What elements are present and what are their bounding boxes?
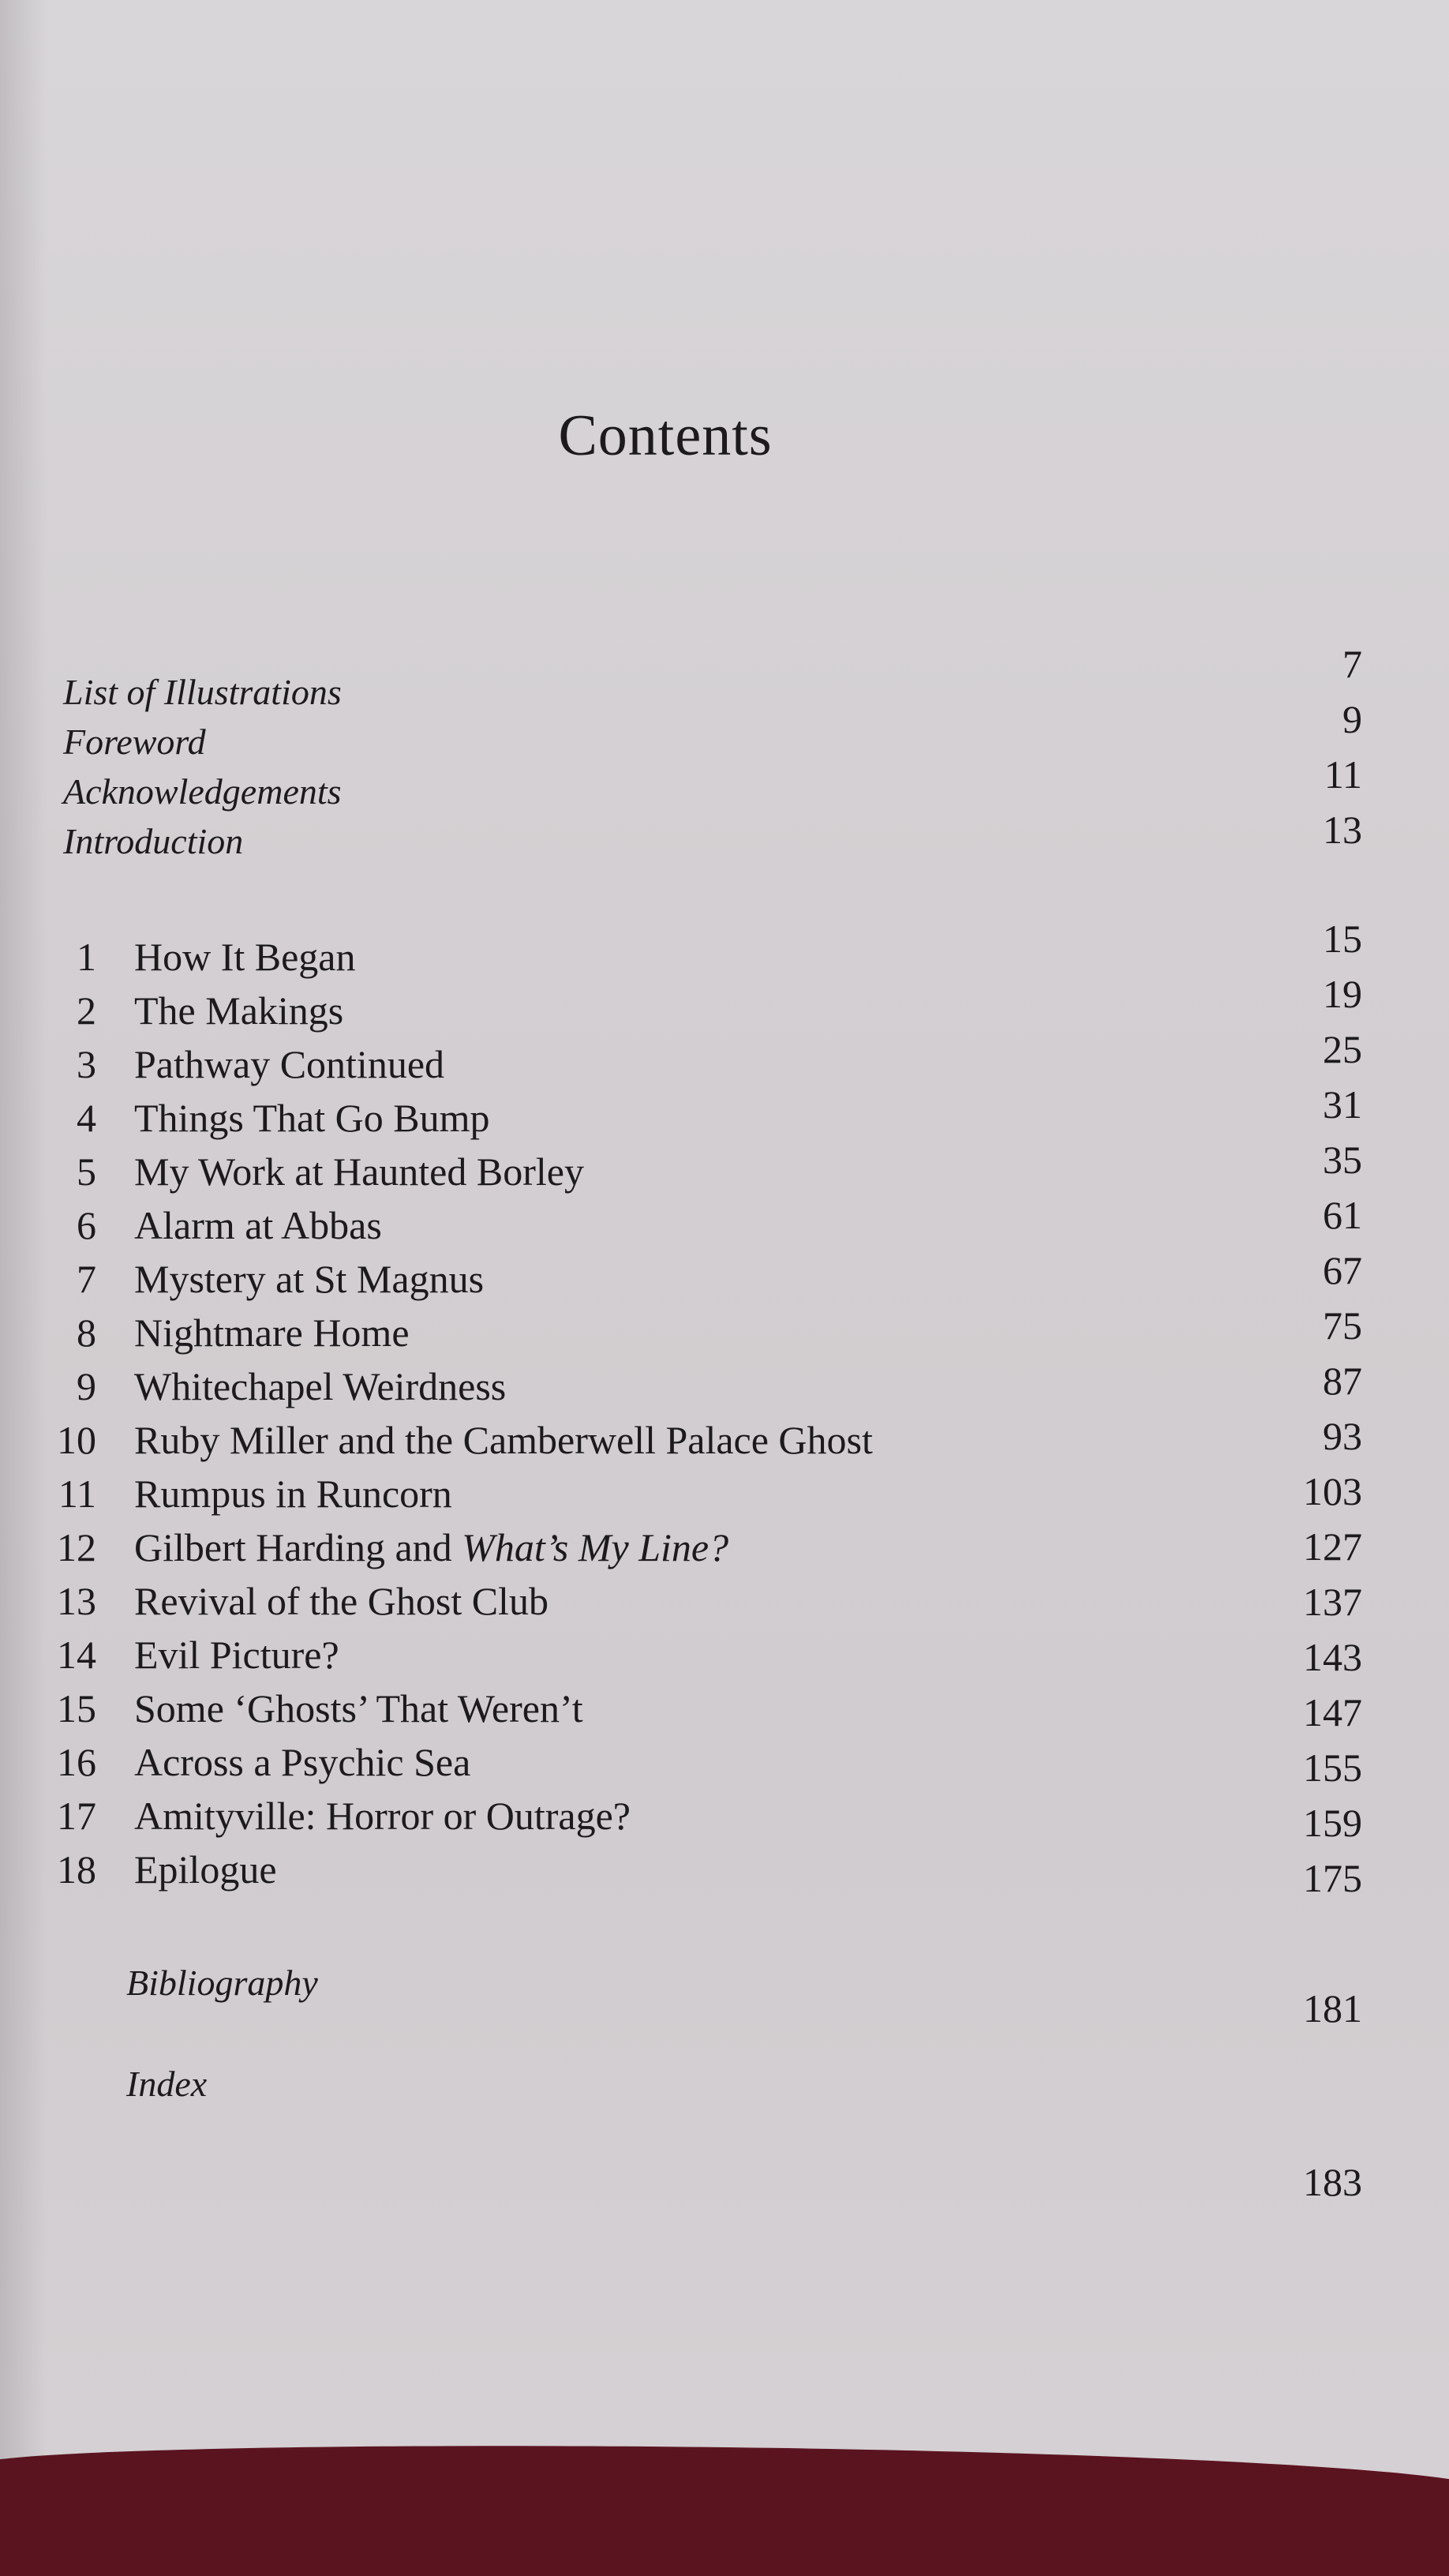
chapter-number: 1 [77,935,96,979]
chapter-number: 14 [57,1633,96,1677]
chapter-title [134,1149,584,1194]
chapter-item [47,1417,873,1471]
front-matter-item: Introduction [63,821,244,861]
chapter-number: 9 [77,1364,96,1408]
front-matter-page: 9 [1342,697,1362,741]
chapter-title-text: Ruby Miller and the Camberwell Palace Ghost [134,1418,873,1462]
chapter-title [134,1524,728,1570]
chapter-number: 10 [57,1418,96,1462]
chapter-item [47,1739,873,1793]
chapter-title-text: Mystery at St Magnus [134,1257,485,1301]
chapter-page: 103 [1303,1469,1362,1513]
page-shadow [0,0,47,2576]
bibliography-page-number: 181 [1303,1986,1362,2030]
chapter-title [134,1310,410,1355]
chapter-page: 175 [1303,1856,1362,1900]
chapter-item [47,1256,873,1310]
chapter-title-text: Nightmare Home [134,1310,410,1355]
chapter-item [47,1685,873,1739]
chapter-title-text: Revival of the Ghost Club [134,1579,549,1623]
front-matter-item: Acknowledgements [63,771,342,812]
chapter-page: 147 [1303,1690,1362,1734]
chapter-title-text: The Makings [134,988,344,1033]
front-matter-list [63,671,342,870]
chapter-title-text: Epilogue [134,1847,277,1892]
chapter-number: 4 [77,1096,96,1140]
chapter-title-text: Some ‘Ghosts’ That Weren’t [134,1686,583,1730]
chapter-title [134,1471,452,1517]
chapter-number: 7 [77,1257,96,1301]
chapter-item [47,1578,873,1632]
chapter-title [134,1578,549,1624]
chapter-number: 2 [77,988,96,1033]
chapter-item [47,1632,873,1685]
chapter-page: 143 [1303,1635,1362,1679]
chapter-title [134,934,356,980]
chapter-title-text: Rumpus in Runcorn [134,1472,452,1516]
front-matter-item: Foreword [63,722,206,762]
chapter-number: 5 [77,1149,96,1194]
front-matter-item: List of Illustrations [63,672,342,712]
chapter-page: 25 [1323,1027,1362,1071]
chapter-number: 13 [57,1579,96,1623]
chapter-title-text: Across a Psychic Sea [134,1740,471,1784]
chapter-title-text: Pathway Continued [134,1042,445,1086]
chapter-page: 127 [1303,1524,1362,1569]
chapter-page: 75 [1323,1303,1362,1348]
chapter-title [134,1632,339,1678]
chapter-title-text: My Work at Haunted Borley [134,1149,584,1194]
chapter-title [134,1363,506,1409]
chapter-number: 18 [57,1847,96,1892]
chapter-page: 61 [1323,1193,1362,1237]
page-title: Contents [558,403,773,468]
chapter-title-text: Whitechapel Weirdness [134,1364,507,1408]
chapter-page: 31 [1323,1082,1362,1127]
chapter-item [47,1793,873,1847]
chapter-item [47,1310,873,1363]
chapter-pages [1303,916,1362,1910]
chapter-item [47,1471,873,1524]
chapter-page: 67 [1323,1248,1362,1292]
front-matter-page: 13 [1323,808,1362,852]
chapter-item [47,1149,873,1202]
chapter-title [134,1256,484,1302]
chapter-page: 35 [1323,1138,1362,1182]
back-matter-item-bibliography: Bibliography [126,1963,318,2003]
chapter-number: 11 [58,1472,96,1516]
chapter-page: 19 [1323,972,1362,1016]
chapter-item [47,988,873,1041]
chapter-title-text: How It Began [134,935,356,979]
chapter-title [134,1793,631,1839]
chapter-page: 159 [1303,1801,1362,1845]
chapter-title-italic: What’s My Line? [462,1525,729,1569]
chapter-title-text: Gilbert Harding and [134,1525,462,1569]
chapter-title-text: Evil Picture? [134,1633,339,1677]
chapter-number: 8 [77,1310,96,1355]
back-matter-item-index: Index [126,2064,208,2104]
index-page-number: 183 [1303,2160,1362,2204]
chapter-number: 15 [57,1686,96,1730]
chapter-page: 137 [1303,1580,1362,1624]
chapter-item [47,1095,873,1149]
chapter-title [134,1417,873,1463]
chapter-number: 6 [77,1203,96,1247]
chapter-list [47,934,873,1900]
chapter-page: 15 [1323,917,1362,961]
chapter-title [134,988,343,1033]
chapter-item [47,934,873,988]
front-matter-page: 7 [1342,642,1362,686]
chapter-page: 87 [1323,1359,1362,1403]
chapter-title [134,1847,277,1892]
chapter-title-text: Amityville: Horror or Outrage? [134,1794,631,1838]
chapter-title-text: Things That Go Bump [134,1096,490,1140]
chapter-title [134,1041,444,1087]
chapter-number: 3 [77,1042,96,1086]
chapter-page: 93 [1323,1414,1362,1458]
chapter-item [47,1363,873,1417]
chapter-title [134,1685,583,1731]
chapter-item [47,1041,873,1095]
book-cover-edge [0,2439,1449,2576]
chapter-page: 155 [1303,1745,1362,1790]
chapter-title-text: Alarm at Abbas [134,1203,382,1247]
front-matter-page: 11 [1324,752,1362,797]
chapter-item [47,1524,873,1578]
chapter-number: 12 [57,1525,96,1569]
chapter-item [47,1202,873,1256]
chapter-title [134,1739,470,1785]
chapter-number: 17 [57,1794,96,1838]
back-matter-list [126,1962,318,2105]
chapter-item [47,1847,873,1900]
chapter-title [134,1095,489,1141]
chapter-number: 16 [57,1740,96,1784]
front-matter-pages [1323,641,1362,862]
chapter-title [134,1202,382,1248]
